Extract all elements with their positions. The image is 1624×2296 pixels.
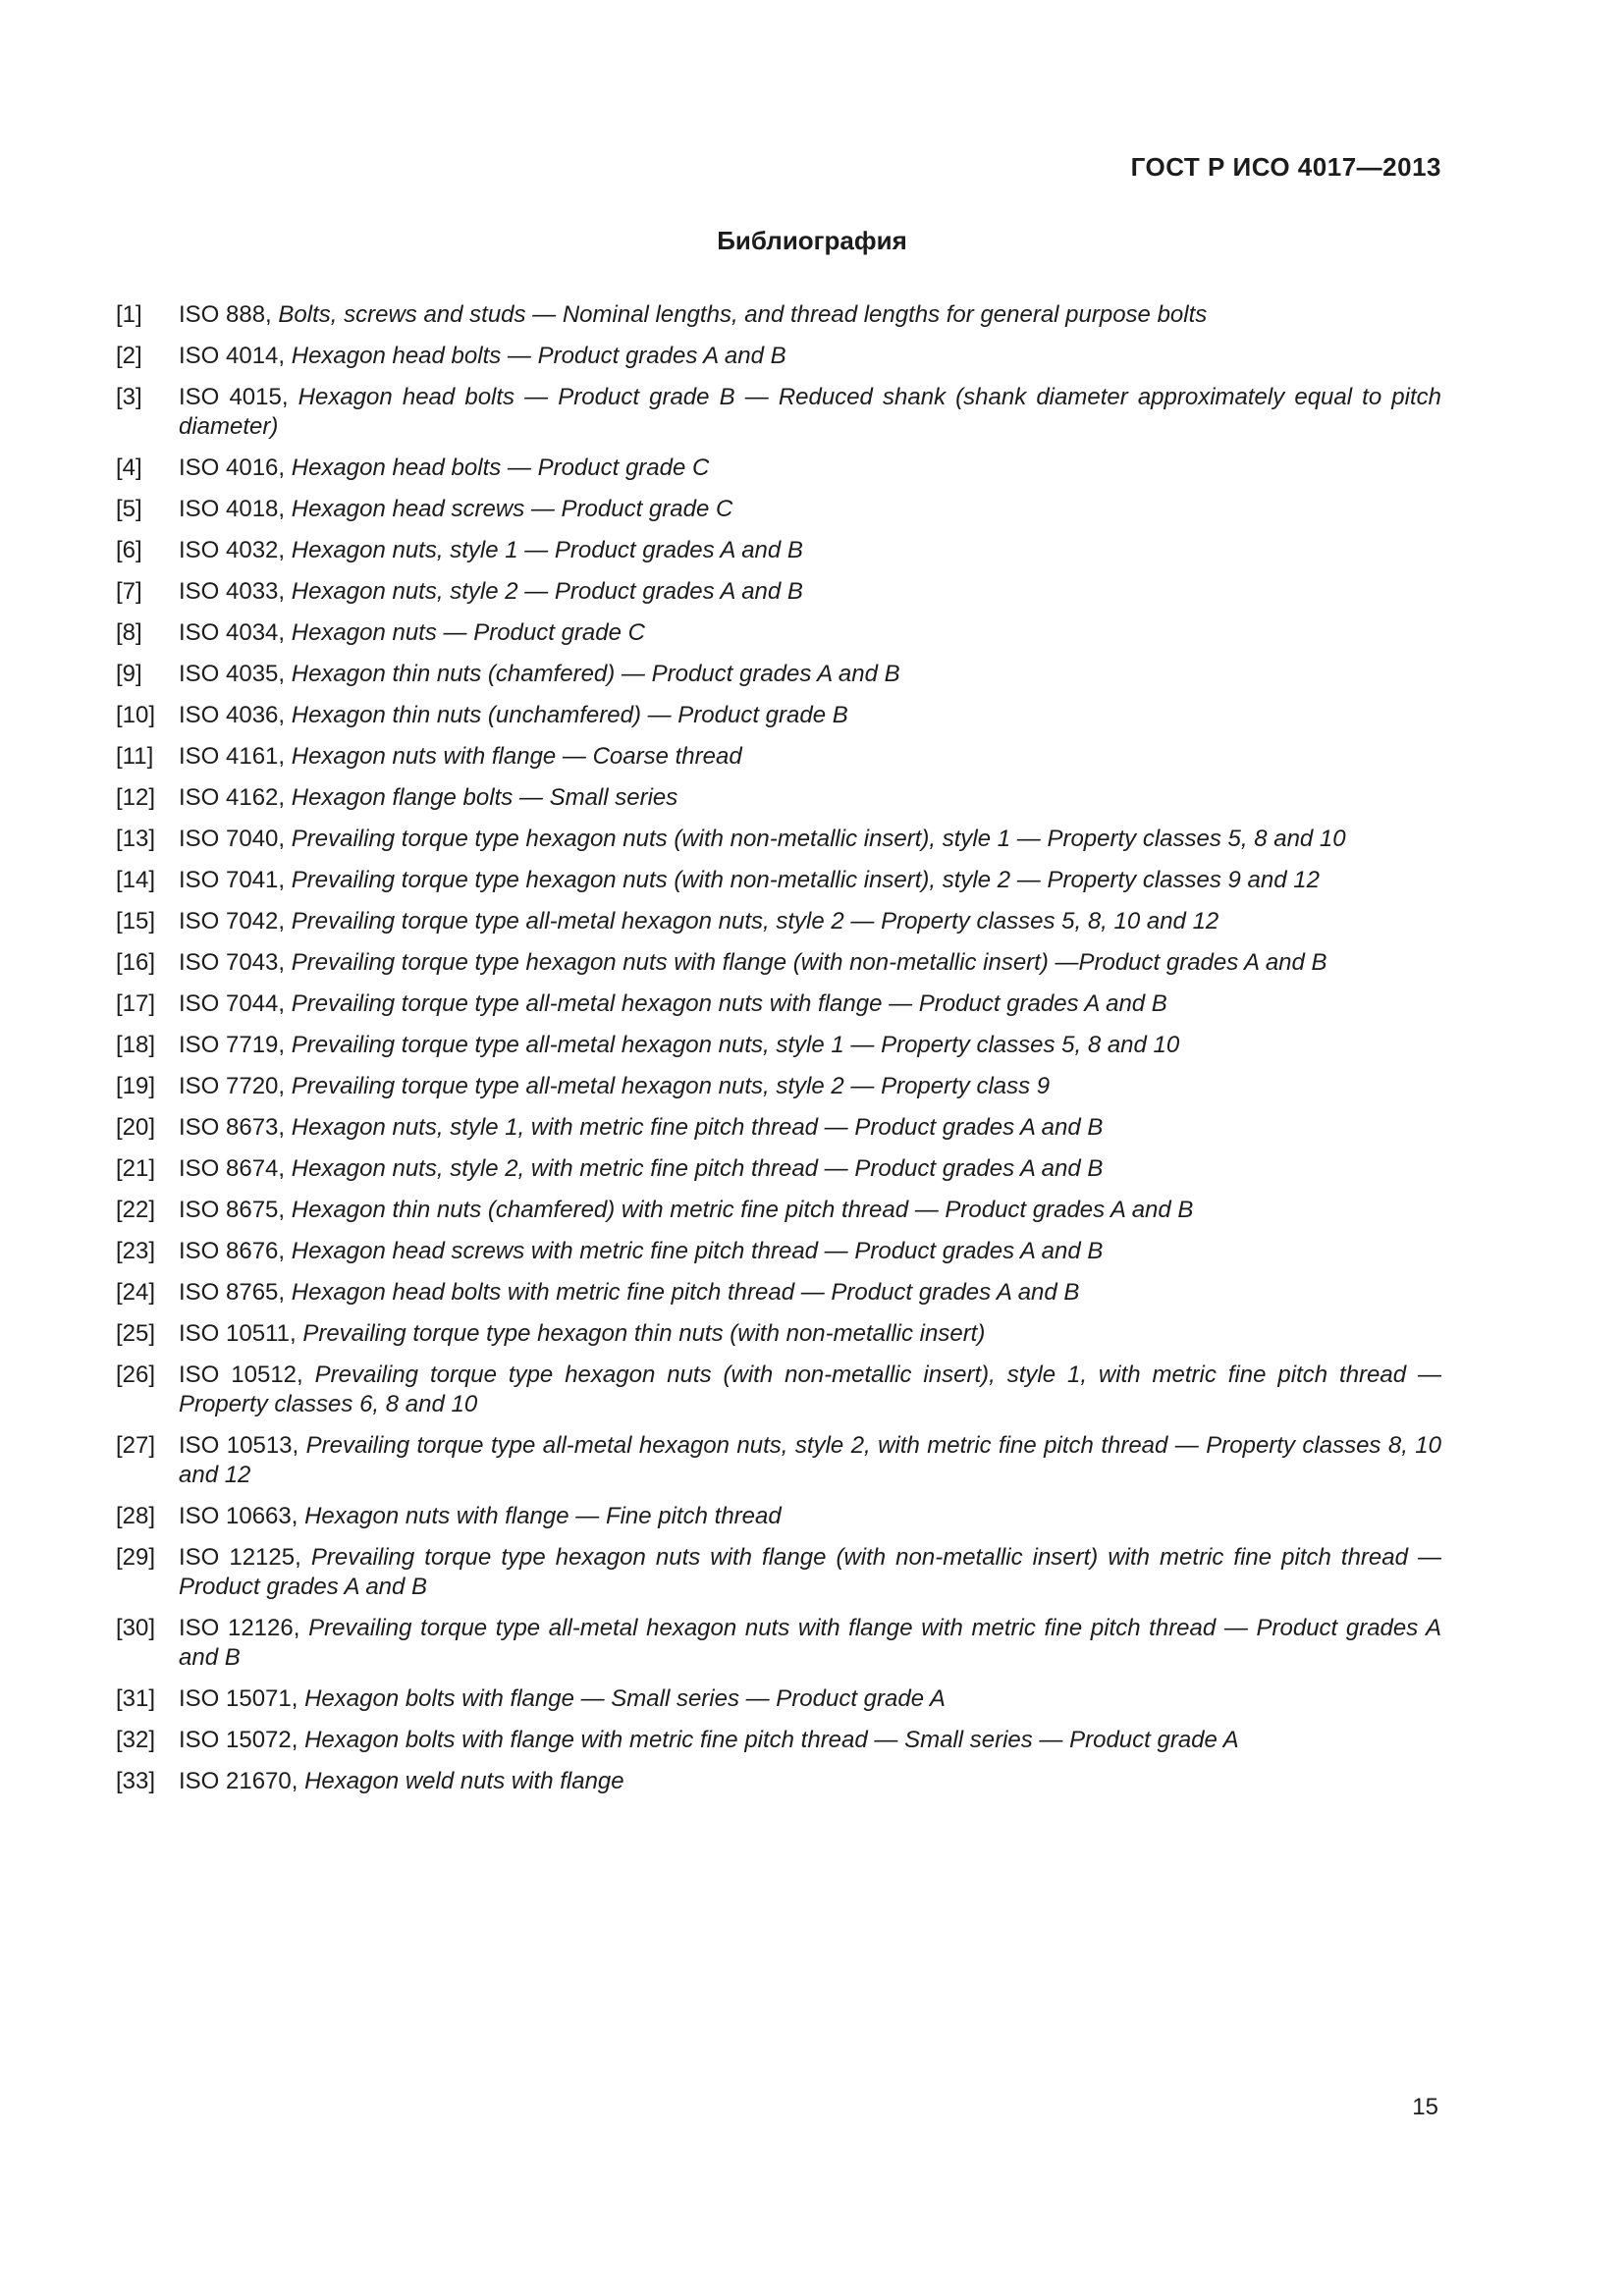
entry-text (179, 1196, 1441, 1225)
bibliography-entry (116, 660, 1441, 689)
entry-text (179, 866, 1441, 895)
entry-number: [4] (116, 454, 142, 481)
entry-number: [21] (116, 1155, 156, 1182)
standard-code: ISO 4014, (179, 343, 286, 369)
entry-text (179, 701, 1441, 730)
entry-text (179, 1502, 1441, 1531)
entry-text (179, 1543, 1441, 1602)
entry-number: [32] (116, 1727, 156, 1753)
standard-code: ISO 4033, (179, 578, 286, 605)
entry-text (179, 495, 1441, 524)
standard-code: ISO 7040, (179, 826, 286, 852)
entry-text (179, 948, 1441, 978)
bibliography-entry (116, 907, 1441, 936)
standard-title: Prevailing torque type all-metal hexagon nuts with flange — Product grades A and B (291, 990, 1167, 1017)
standard-title: Hexagon bolts with flange — Small series — Product grade A (304, 1685, 946, 1712)
standard-code: ISO 4036, (179, 702, 286, 728)
entry-text (179, 1031, 1441, 1060)
standard-title: Bolts, screws and studs — Nominal lengths, and thread lengths for general purpose bolts (278, 301, 1208, 328)
bibliography-entry (116, 300, 1441, 330)
bibliography-entry (116, 1196, 1441, 1225)
entry-text (179, 825, 1441, 854)
standard-code: ISO 4018, (179, 496, 286, 522)
entry-text (179, 454, 1441, 483)
standard-title: Hexagon head screws with metric fine pitch thread — Product grades A and B (291, 1238, 1104, 1264)
entry-number: [13] (116, 826, 156, 852)
standard-code: ISO 21670, (179, 1768, 298, 1794)
standard-code: ISO 15071, (179, 1685, 298, 1712)
entry-number: [6] (116, 537, 142, 563)
standard-code: ISO 8675, (179, 1197, 286, 1223)
bibliography-entry (116, 701, 1441, 730)
standard-code: ISO 10511, (179, 1320, 297, 1347)
standard-title: Prevailing torque type hexagon nuts (with non-metallic insert), style 2 — Property classes 9 and 12 (291, 867, 1320, 893)
bibliography-entry (116, 1726, 1441, 1755)
bibliography-entry (116, 1113, 1441, 1143)
entry-text (179, 618, 1441, 648)
entry-number: [12] (116, 784, 156, 811)
entry-number: [29] (116, 1544, 156, 1571)
standard-title: Hexagon thin nuts (chamfered) with metric fine pitch thread — Product grades A and B (291, 1197, 1194, 1223)
bibliography-entry (116, 342, 1441, 371)
entry-text (179, 1684, 1441, 1714)
standard-title: Hexagon nuts — Product grade C (291, 619, 645, 646)
entry-number: [18] (116, 1032, 156, 1058)
entry-text (179, 1361, 1441, 1419)
standard-title: Prevailing torque type all-metal hexagon nuts, style 2 — Property classes 5, 8, 10 and 12 (291, 908, 1219, 934)
standard-title: Hexagon head bolts with metric fine pitch thread — Product grades A and B (291, 1279, 1080, 1306)
entry-text (179, 660, 1441, 689)
entry-number: [14] (116, 867, 156, 893)
standard-code: ISO 12125, (179, 1544, 301, 1571)
entry-number: [9] (116, 661, 142, 687)
bibliography-entry (116, 989, 1441, 1019)
bibliography-entry (116, 495, 1441, 524)
bibliography-list (116, 300, 1441, 1808)
standard-title: Hexagon head bolts — Product grade B — Reduced shank (shank diameter approximately equal to pitch diameter) (179, 384, 1442, 440)
bibliography-entry (116, 618, 1441, 648)
standard-code: ISO 4032, (179, 537, 286, 563)
entry-text (179, 300, 1441, 330)
entry-text (179, 1319, 1441, 1349)
standard-title: Prevailing torque type hexagon nuts (with non-metallic insert), style 1, with metric fine pitch thread — Property classes 6, 8 and 10 (179, 1362, 1442, 1417)
entry-text (179, 342, 1441, 371)
standard-title: Hexagon nuts with flange — Coarse thread (291, 743, 742, 770)
entry-number: [10] (116, 702, 156, 728)
entry-number: [17] (116, 990, 156, 1017)
entry-number: [20] (116, 1114, 156, 1141)
entry-number: [24] (116, 1279, 156, 1306)
standard-code: ISO 10663, (179, 1503, 298, 1529)
entry-text (179, 989, 1441, 1019)
standard-code: ISO 7041, (179, 867, 286, 893)
bibliography-entry (116, 1072, 1441, 1101)
standard-title: Prevailing torque type hexagon nuts with flange (with non-metallic insert) with metric fine pitch thread — Product grades A and B (179, 1544, 1441, 1600)
standard-code: ISO 7044, (179, 990, 286, 1017)
bibliography-entry (116, 454, 1441, 483)
standard-code: ISO 15072, (179, 1727, 298, 1753)
bibliography-entry (116, 1614, 1441, 1673)
standard-title: Hexagon weld nuts with flange (304, 1768, 624, 1794)
entry-number: [15] (116, 908, 156, 934)
bibliography-entry (116, 1278, 1441, 1308)
bibliography-entry (116, 1237, 1441, 1266)
standard-code: ISO 8765, (179, 1279, 286, 1306)
entry-number: [22] (116, 1197, 156, 1223)
entry-number: [26] (116, 1362, 156, 1388)
bibliography-entry (116, 1319, 1441, 1349)
entry-text (179, 1726, 1441, 1755)
standard-code: ISO 4034, (179, 619, 286, 646)
standard-code: ISO 8674, (179, 1155, 286, 1182)
bibliography-entry (116, 1502, 1441, 1531)
standard-code: ISO 7042, (179, 908, 286, 934)
entry-text (179, 383, 1441, 442)
standard-code: ISO 4035, (179, 661, 286, 687)
standard-title: Hexagon thin nuts (chamfered) — Product grades A and B (291, 661, 900, 687)
standard-code: ISO 10512, (179, 1362, 303, 1388)
entry-number: [16] (116, 949, 156, 976)
standard-code: ISO 4162, (179, 784, 286, 811)
standard-code: ISO 7719, (179, 1032, 286, 1058)
entry-number: [11] (116, 743, 154, 770)
standard-title: Hexagon head screws — Product grade C (291, 496, 733, 522)
entry-number: [30] (116, 1615, 156, 1641)
entry-text (179, 1237, 1441, 1266)
entry-text (179, 1767, 1441, 1796)
entry-number: [2] (116, 343, 142, 369)
entry-number: [8] (116, 619, 142, 646)
bibliography-entry (116, 1154, 1441, 1184)
bibliography-entry (116, 1431, 1441, 1490)
entry-number: [31] (116, 1685, 156, 1712)
standard-code: ISO 888, (179, 301, 272, 328)
standard-title: Hexagon bolts with flange with metric fine pitch thread — Small series — Product grade A (304, 1727, 1239, 1753)
standard-code: ISO 10513, (179, 1432, 299, 1459)
standard-code: ISO 4015, (179, 384, 289, 410)
standard-code: ISO 12126, (179, 1615, 300, 1641)
entry-text (179, 1113, 1441, 1143)
entry-number: [23] (116, 1238, 156, 1264)
bibliography-entry (116, 383, 1441, 442)
entry-number: [27] (116, 1432, 156, 1459)
standard-code: ISO 4016, (179, 454, 286, 481)
section-title: Библиография (717, 226, 907, 255)
bibliography-entry (116, 536, 1441, 565)
standard-code: ISO 7720, (179, 1073, 286, 1099)
entry-text (179, 907, 1441, 936)
entry-text (179, 1614, 1441, 1673)
entry-number: [33] (116, 1768, 156, 1794)
entry-text (179, 783, 1441, 813)
entry-text (179, 577, 1441, 607)
bibliography-entry (116, 866, 1441, 895)
standard-code: ISO 8676, (179, 1238, 286, 1264)
standard-title: Prevailing torque type all-metal hexagon nuts, style 2, with metric fine pitch thread — Property classes 8, 10 and 12 (179, 1432, 1442, 1488)
bibliography-entry (116, 948, 1441, 978)
entry-text (179, 1154, 1441, 1184)
bibliography-entry (116, 1767, 1441, 1796)
standard-title: Prevailing torque type all-metal hexagon nuts, style 2 — Property class 9 (291, 1073, 1051, 1099)
entry-number: [7] (116, 578, 142, 605)
standard-title: Prevailing torque type hexagon nuts with flange (with non-metallic insert) —Product grades A and B (291, 949, 1327, 976)
entry-number: [25] (116, 1320, 156, 1347)
standard-title: Prevailing torque type all-metal hexagon nuts, style 1 — Property classes 5, 8 and 10 (291, 1032, 1180, 1058)
standard-title: Hexagon nuts, style 2, with metric fine pitch thread — Product grades A and B (291, 1155, 1104, 1182)
bibliography-entry (116, 1684, 1441, 1714)
standard-title: Prevailing torque type hexagon thin nuts (with non-metallic insert) (302, 1320, 986, 1347)
standard-title: Hexagon nuts, style 2 — Product grades A and B (291, 578, 803, 605)
standard-title: Hexagon nuts, style 1, with metric fine pitch thread — Product grades A and B (291, 1114, 1104, 1141)
entry-number: [28] (116, 1503, 156, 1529)
entry-number: [3] (116, 384, 142, 410)
bibliography-entry (116, 1543, 1441, 1602)
standard-code: ISO 8673, (179, 1114, 286, 1141)
standard-code: ISO 7043, (179, 949, 286, 976)
standard-code: ISO 4161, (179, 743, 286, 770)
page-number: 15 (1412, 2094, 1438, 2120)
standard-title: Hexagon nuts with flange — Fine pitch thread (304, 1503, 782, 1529)
document-id-header: ГОСТ Р ИСО 4017—2013 (1130, 152, 1441, 182)
entry-number: [19] (116, 1073, 156, 1099)
standard-title: Hexagon head bolts — Product grades A and B (291, 343, 786, 369)
standard-title: Hexagon flange bolts — Small series (291, 784, 678, 811)
standard-title: Hexagon thin nuts (unchamfered) — Product grade B (291, 702, 848, 728)
entry-text (179, 536, 1441, 565)
bibliography-entry (116, 783, 1441, 813)
standard-title: Prevailing torque type hexagon nuts (with non-metallic insert), style 1 — Property classes 5, 8 and 10 (291, 826, 1346, 852)
bibliography-entry (116, 577, 1441, 607)
entry-text (179, 1278, 1441, 1308)
standard-title: Hexagon nuts, style 1 — Product grades A and B (291, 537, 803, 563)
standard-title: Hexagon head bolts — Product grade C (291, 454, 710, 481)
entry-number: [1] (116, 301, 142, 328)
entry-text (179, 1431, 1441, 1490)
entry-number: [5] (116, 496, 142, 522)
entry-text (179, 742, 1441, 772)
standard-title: Prevailing torque type all-metal hexagon nuts with flange with metric fine pitch thread — Product grades A and B (179, 1615, 1442, 1671)
bibliography-entry (116, 1031, 1441, 1060)
bibliography-entry (116, 1361, 1441, 1419)
bibliography-entry (116, 742, 1441, 772)
bibliography-entry (116, 825, 1441, 854)
entry-text (179, 1072, 1441, 1101)
